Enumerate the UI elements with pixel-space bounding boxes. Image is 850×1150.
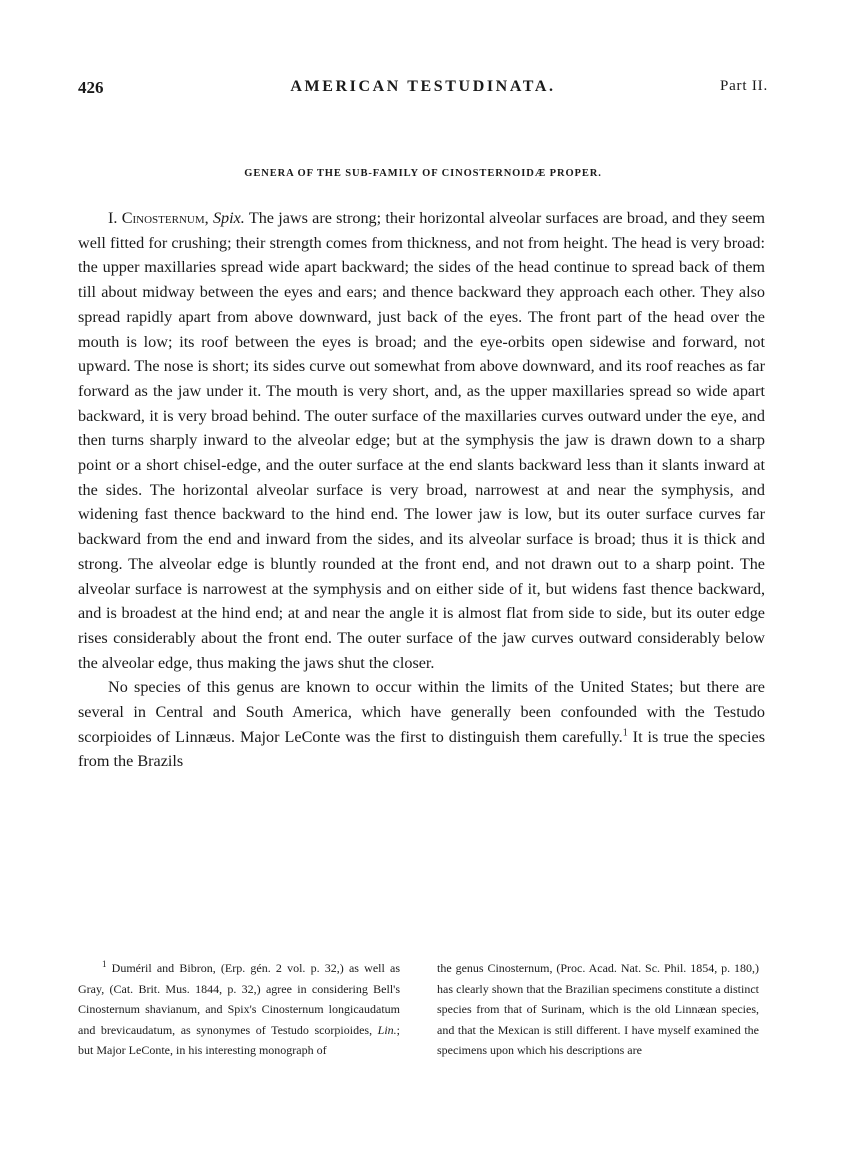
paragraph-2-text: No species of this genus are known to occur within the limits of the United States; but there are several in Central and South America, which have generally been confounded with the Testudo scorpioides of Linnæus. Major LeConte was the first to distinguish them carefully.: [78, 678, 765, 746]
genus-name: Cinosternum,: [121, 209, 209, 227]
section-heading: GENERA OF THE SUB-FAMILY OF CINOSTERNOIDÆ PROPER.: [244, 168, 602, 179]
footnote-1: [78, 958, 400, 1061]
running-title: AMERICAN TESTUDINATA.: [290, 78, 556, 95]
paragraph-genus-description: [78, 206, 765, 675]
footnote-text-b: ; but Major LeConte, in his interesting monograph of: [78, 1022, 400, 1058]
footnote-italic-abbrev: Lin.: [377, 1022, 397, 1037]
body-text: [78, 206, 765, 774]
footnote-column-right: [437, 958, 759, 1061]
footnote-text-a: Duméril and Bibron, (Erp. gén. 2 vol. p. 32,) as well as Gray, (Cat. Brit. Mus. 1844, p. 32,) agree in considering Bell's Cinosternum shavianum, and Spix's Cinosternum longicaudatum and brevicaudatum, as synonymes of Testudo scorpioides,: [78, 961, 400, 1037]
paragraph-distribution: [78, 675, 765, 774]
part-label: Part II.: [719, 78, 768, 94]
running-head: [78, 78, 768, 102]
footnote-column-left: [78, 958, 400, 1061]
footnote-marker: 1: [102, 959, 107, 969]
genus-authority: Spix.: [212, 209, 245, 227]
footnote-reference: 1: [622, 727, 628, 739]
footnote-1-continuation: the genus Cinosternum, (Proc. Acad. Nat. Sc. Phil. 1854, p. 180,) has clearly shown that the Brazilian specimens constitute a distinct species from that of Surinam, which is the old Linnæan species, and that the Mexican is still different. I have myself examined the specimens upon which his descriptions are: [437, 961, 759, 1058]
paragraph-2-continuation: It is true the species from the Brazils: [78, 727, 765, 771]
paragraph-1-text: The jaws are strong; their horizontal alveolar surfaces are broad, and they seem well fitted for crushing; their strength comes from thickness, and not from height. The head is very broad: the upper maxillaries spread wide apart backward; the sides of the head continue to spread back of them till about midway between the eyes and ears; and thence backward they approach each other. They also spread rapidly apart from above downward, just back of the eyes. The front part of the head over the mouth is low; its roof between the eyes is broad; and the eye-orbits open sidewise and forward, not upward. The nose is short; its sides curve out somewhat from above downward, and its roof reaches as far forward as the jaw under it. The mouth is very short, and, as the upper maxillaries spread so wide apart backward, it is very broad behind. The outer surface of the maxillaries curves outward under the eye, and then turns sharply inward to the alveolar edge; but at the symphysis the jaw is drawn down to a sharp point or a short chisel-edge, and the outer surface at the end slants backward less than it slants inward at the sides. The horizontal alveolar surface is very broad, narrowest at and near the symphysis, and widening fast thence backward to the hind end. The lower jaw is low, but its outer surface curves far backward from the end and inward from the sides, and its alveolar surface is broad; thus it is thick and strong. The alveolar edge is bluntly rounded at the front end, and not drawn out to a sharp point. The alveolar surface is narrowest at the symphysis and on either side of it, but widens fast thence backward, and is broadest at the hind end; at and near the angle it is almost flat from side to side, but its outer edge rises considerably about the front end. The outer surface of the jaw curves outward considerably below the alveolar edge, thus making the jaws shut the closer.: [78, 209, 766, 672]
genus-numeral: I.: [108, 209, 122, 227]
page-number: 426: [78, 78, 104, 97]
